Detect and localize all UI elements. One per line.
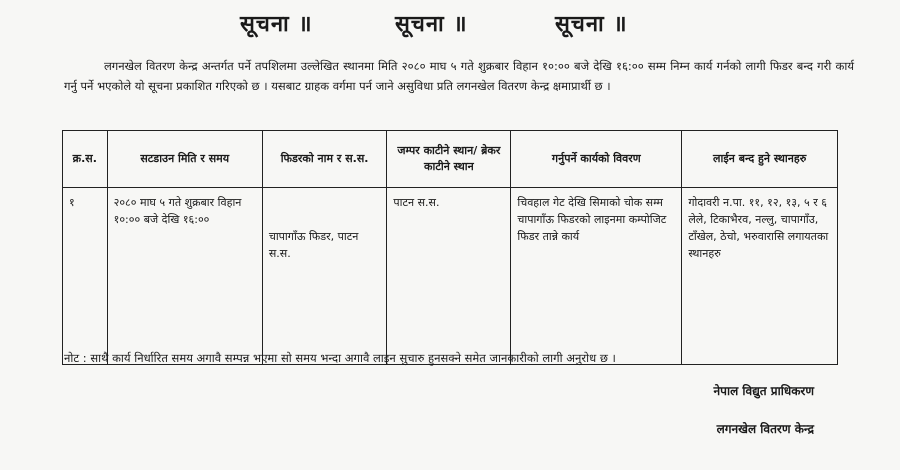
note-text: नोट : साथै कार्य निर्धारित समय अगावै सम्पन्न भएमा सो समय भन्दा अगावै लाइन सुचारु हुनसक्ने समेत जानकारीको लागी अनुरोध छ । xyxy=(64,351,616,365)
header-feeder: फिडरको नाम र स.स. xyxy=(262,131,387,188)
cell-affected-areas: गोदावरी न.पा. ११, १२, १३, ५ र ६ लेले, टिकाभैरव, नल्लु, चापागाँउ, टाँखेल, ठेचो, भरुवारासि लगायतका स्थानहरु xyxy=(682,188,838,365)
header-shutdown-time: सटडाउन मिति र समय xyxy=(107,131,262,188)
signature-office: लगनखेल वितरण केन्द्र xyxy=(716,422,814,436)
cell-serial: १ xyxy=(63,188,108,365)
heading-word-2: सूचना ॥ xyxy=(395,12,468,37)
table-row xyxy=(63,188,838,365)
header-work-description: गर्नुपर्ने कार्यको विवरण xyxy=(511,131,682,188)
shutdown-table xyxy=(62,130,838,365)
cell-shutdown-time: २०८० माघ ५ गते शुक्रबार विहान १०:०० बजे देखि १६:०० xyxy=(107,188,262,365)
signature-organization: नेपाल विद्युत प्राधिकरण xyxy=(713,384,814,398)
cell-work-description: चिवहाल गेट देखि सिमाको चोक सम्म चापागाँऊ फिडरको लाइनमा कम्पोजिट फिडर तान्ने कार्य xyxy=(511,188,682,365)
intro-paragraph: लगनखेल वितरण केन्द्र अन्तर्गत पर्ने तपशिलमा उल्लेखित स्थानमा मिति २०८० माघ ५ गते शुक्रबार विहान १०:०० बजे देखि १६:०० सम्म निम्न कार्य गर्नको लागी फिडर बन्द गरी कार्य गर्नु पर्ने भएकोले यो सूचना प्रकाशित गरिएको छ । यसबाट ग्राहक वर्गमा पर्न जाने असुविधा प्रति लगनखेल वितरण केन्द्र क्षमाप्रार्थी छ । xyxy=(64,59,854,93)
header-serial: क्र.स. xyxy=(63,131,108,188)
heading-word-1: सूचना ॥ xyxy=(240,12,313,37)
header-jumper-location: जम्पर काटीने स्थान/ ब्रेकर काटीने स्थान xyxy=(387,131,511,188)
table-header-row xyxy=(63,131,838,188)
cell-feeder: चापागाँऊ फिडर, पाटन स.स. xyxy=(262,188,387,365)
heading-word-3: सूचना ॥ xyxy=(555,12,628,37)
header-affected-areas: लाईन बन्द हुने स्थानहरु xyxy=(682,131,838,188)
cell-jumper-location: पाटन स.स. xyxy=(387,188,511,365)
notice-heading xyxy=(0,8,900,46)
